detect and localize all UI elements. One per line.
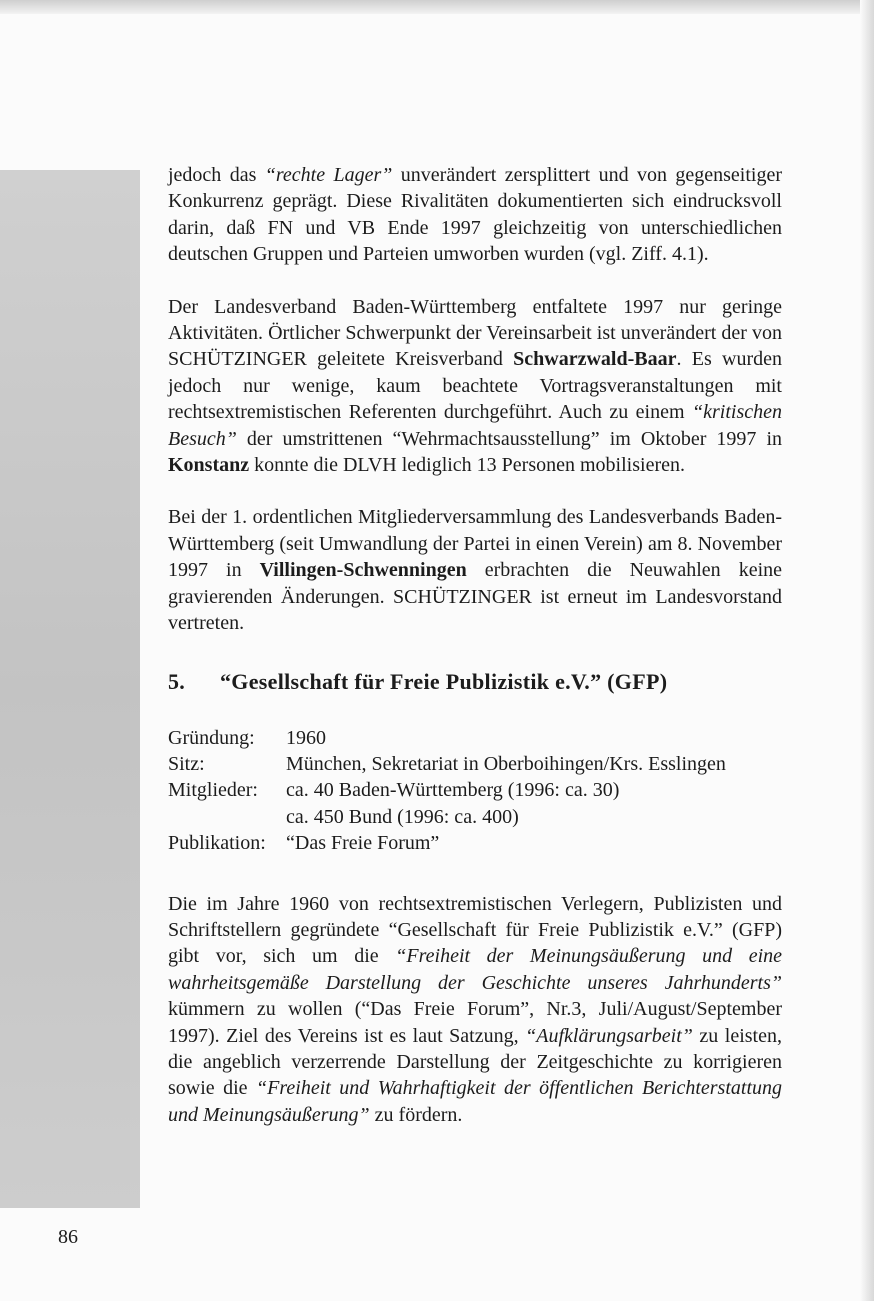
- page-number: 86: [58, 1226, 78, 1248]
- members-value-federal: ca. 450 Bund (1996: ca. 400): [286, 805, 519, 828]
- section-title: “Gesellschaft für Freie Publizistik e.V.” (GFP): [220, 668, 668, 694]
- fact-table: [168, 725, 782, 857]
- publication-label: Publikation:: [168, 832, 266, 855]
- paragraph-landesverband: Der Landesverband Baden-Württemberg entfaltete 1997 nur geringe Aktivitäten. Örtlicher Schwerpunkt der Vereinsarbeit ist unverändert der von SCHÜTZINGER geleitete Kreisverband Schwarzwald-Baar. Es wurden jedoch nur wenige, kaum beachtete Vortragsveranstaltungen mit rechtsextremistischen Referenten durchgeführt. Auch zu einem “kritischen Besuch” der umstrittenen “Wehrmachtsausstellung” im Oktober 1997 in Konstanz konnte die DLVH lediglich 13 Personen mobilisieren.: [168, 295, 782, 477]
- paragraph-gfp: Die im Jahre 1960 von rechtsextremistischen Verlegern, Publizisten und Schriftstellern gegründete “Gesellschaft für Freie Publizistik e.V.” (GFP) gibt vor, sich um die “Freiheit der Meinungsäußerung und eine wahrheitsgemäße Darstellung der Geschichte unseres Jahrhunderts” kümmern zu wollen (“Das Freie Forum”, Nr.3, Juli/August/September 1997). Ziel des Vereins ist es laut Satzung, “Aufklärungsarbeit” zu leisten, die angeblich verzerrende Darstellung der Zeitgeschichte zu korrigieren sowie die “Freiheit und Wahrhaftigkeit der öffentlichen Berichterstattung und Meinungsäußerung” zu fördern.: [168, 892, 783, 1126]
- founding-label: Gründung:: [168, 726, 255, 749]
- scan-top-edge: [0, 0, 874, 14]
- section-number: 5.: [168, 668, 186, 694]
- seat-value: München, Sekretariat in Oberboihingen/Krs. Esslingen: [286, 752, 726, 775]
- founding-value: 1960: [286, 726, 326, 749]
- members-label: Mitglieder:: [168, 779, 258, 802]
- body-text-column: [168, 162, 782, 1128]
- paragraph-rivalries: jedoch das “rechte Lager” unverändert zersplittert und von gegenseitiger Konkurrenz geprägt. Diese Rivalitäten dokumentierten sich eindrucksvoll darin, daß FN und VB Ende 1997 gleichzeitig von unterschiedlichen deutschen Gruppen und Parteien umworben wurden (vgl. Ziff. 4.1).: [168, 164, 782, 266]
- paragraph-mitgliederversammlung: Bei der 1. ordentlichen Mitgliederversammlung des Landesverbands Baden-Württemberg (seit Umwandlung der Partei in einen Verein) am 8. November 1997 in Villingen-Schwenningen erbrachten die Neuwahlen keine gravierenden Änderungen. SCHÜTZINGER ist erneut im Landesvorstand vertreten.: [168, 506, 782, 635]
- members-label-spacer: [168, 804, 286, 830]
- margin-thumb-bar: [0, 170, 140, 1208]
- members-value-state: ca. 40 Baden-Württemberg (1996: ca. 30): [286, 779, 620, 802]
- publication-value: “Das Freie Forum”: [286, 832, 440, 855]
- section-heading: [168, 667, 782, 697]
- scan-right-edge: [860, 0, 874, 1301]
- seat-label: Sitz:: [168, 752, 205, 775]
